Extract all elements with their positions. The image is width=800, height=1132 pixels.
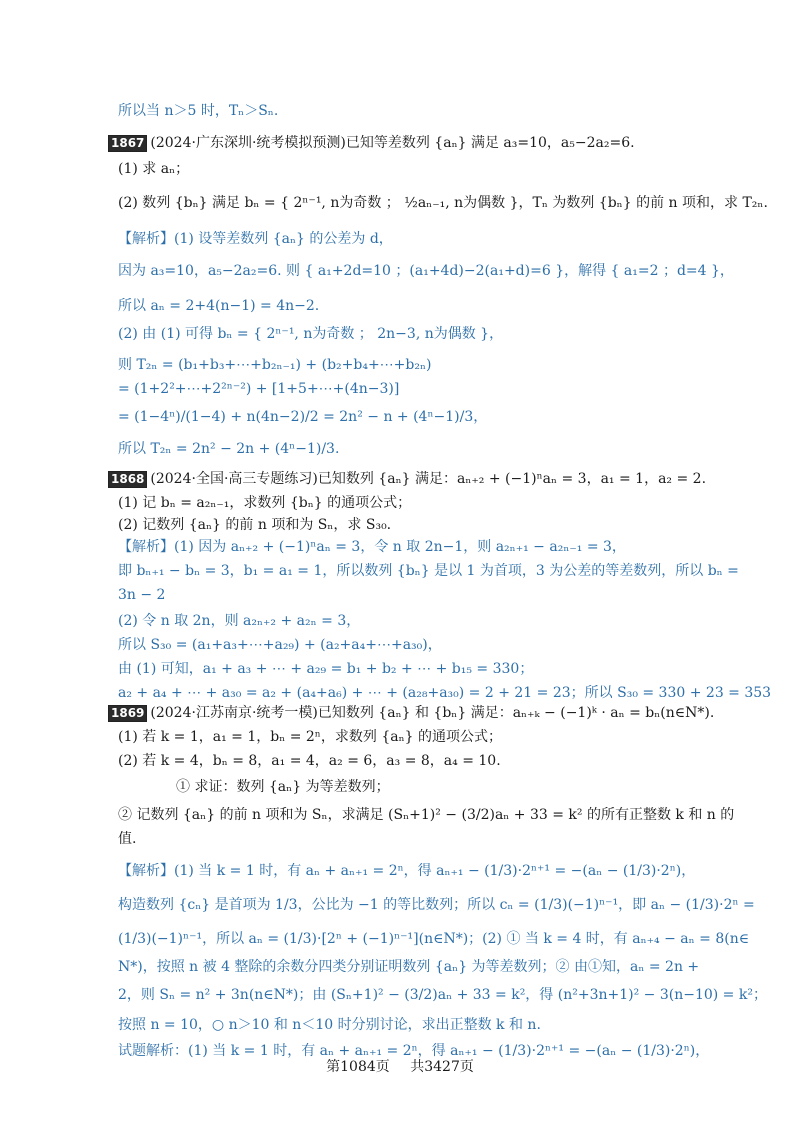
- problem-statement: [108, 470, 706, 488]
- text-line: [118, 636, 442, 654]
- problem-number-badge: 1868: [108, 471, 147, 488]
- text-line: [118, 958, 699, 976]
- line-text: (1) 记 bₙ = a₂ₙ₋₁，求数列 {bₙ} 的通项公式；: [118, 495, 412, 511]
- line-text: 2，则 Sₙ = n² + 3n(n∈N*)；由 (Sₙ+1)² − (3/2)aₙ + 33 = k²，得 (n²+3n+1)² − 3(n−10) = k²；: [118, 987, 767, 1003]
- text-line: [118, 538, 626, 556]
- text-line: [118, 562, 739, 580]
- text-line: [118, 896, 755, 914]
- problem-statement: [108, 134, 635, 152]
- text-line: [118, 297, 319, 315]
- line-text: a₂ + a₄ + ⋯ + a₃₀ = a₂ + (a₄+a₆) + ⋯ + (a₂₈+a₃₀) = 2 + 21 = 23；所以 S₃₀ = 330 + 23 = 353: [118, 685, 772, 701]
- text-line: [118, 752, 501, 770]
- line-text: (2) 若 k = 4，bₙ = 8，a₁ = 4，a₂ = 6，a₃ = 8，a₄ = 10.: [118, 753, 501, 769]
- line-text: = (1+2²+⋯+2²ⁿ⁻²) + [1+5+⋯+(4n−3)]: [118, 381, 400, 397]
- text-line: [118, 684, 771, 702]
- line-text: (2024·江苏南京·统考一模)已知数列 {aₙ} 和 {bₙ} 满足：aₙ₊ₖ − (−1)ᵏ · aₙ = bₙ(n∈N*).: [150, 705, 715, 721]
- line-text: 【解析】(1) 设等差数列 {aₙ} 的公差为 d，: [118, 231, 393, 247]
- text-line: [118, 325, 503, 343]
- text-line: [118, 102, 278, 120]
- text-line: [118, 862, 695, 880]
- line-text: (2024·全国·高三专题练习)已知数列 {aₙ} 满足：aₙ₊₂ + (−1)ⁿaₙ = 3，a₁ = 1，a₂ = 2.: [150, 471, 707, 487]
- page-footer: [0, 1056, 800, 1076]
- text-line: [118, 806, 734, 824]
- text-line: [118, 494, 411, 512]
- line-text: 【解析】(1) 当 k = 1 时，有 aₙ + aₙ₊₁ = 2ⁿ，得 aₙ₊₁ − (1/3)·2ⁿ⁺¹ = −(aₙ − (1/3)·2ⁿ)，: [118, 863, 696, 879]
- line-text: 所以 T₂ₙ = 2n² − 2n + (4ⁿ−1)/3.: [118, 441, 340, 457]
- line-text: 由 (1) 可知，a₁ + a₃ + ⋯ + a₂₉ = b₁ + b₂ + ⋯ + b₁₅ = 330；: [118, 661, 534, 677]
- line-text: 3n − 2: [118, 587, 166, 603]
- line-text: 【解析】(1) 因为 aₙ₊₂ + (−1)ⁿaₙ = 3，令 n 取 2n−1，则 a₂ₙ₊₁ − a₂ₙ₋₁ = 3，: [118, 539, 626, 555]
- line-text: 所以 aₙ = 2+4(n−1) = 4n−2.: [118, 298, 320, 314]
- line-text: (1) 若 k = 1，a₁ = 1，bₙ = 2ⁿ，求数列 {aₙ} 的通项公式；: [118, 729, 502, 745]
- line-text: ① 求证：数列 {aₙ} 为等差数列；: [176, 779, 390, 795]
- line-text: 因为 a₃=10，a₅−2a₂=6. 则 { a₁+2d=10 ；(a₁+4d)−2(a₁+d)=6 }，解得 { a₁=2 ；d=4 }，: [118, 263, 734, 279]
- text-line: [118, 356, 432, 374]
- line-text: (2) 数列 {bₙ} 满足 bₙ = { 2ⁿ⁻¹, n为奇数 ； ½aₙ₋₁, n为偶数 }，Tₙ 为数列 {bₙ} 的前 n 项和，求 T₂ₙ.: [118, 195, 768, 211]
- text-line: [118, 612, 360, 630]
- text-line: [118, 830, 136, 848]
- line-text: ② 记数列 {aₙ} 的前 n 项和为 Sₙ，求满足 (Sₙ+1)² − (3/2)aₙ + 33 = k² 的所有正整数 k 和 n 的: [118, 807, 735, 823]
- line-text: (2) 由 (1) 可得 bₙ = { 2ⁿ⁻¹, n为奇数 ； 2n−3, n为偶数 }，: [118, 326, 504, 342]
- text-line: [118, 516, 391, 534]
- text-line: [118, 728, 502, 746]
- line-text: N*)，按照 n 被 4 整除的余数分四类分别证明数列 {aₙ} 为等差数列；② 由①知，aₙ = 2n +: [118, 959, 700, 975]
- text-line: [118, 440, 339, 458]
- problem-number-badge: 1869: [108, 705, 147, 722]
- line-text: = (1−4ⁿ)/(1−4) + n(4n−2)/2 = 2n² − n + (4ⁿ−1)/3，: [118, 409, 488, 425]
- line-text: 则 T₂ₙ = (b₁+b₃+⋯+b₂ₙ₋₁) + (b₂+b₄+⋯+b₂ₙ): [118, 357, 432, 373]
- line-text: (1) 求 aₙ；: [118, 161, 190, 177]
- text-line: [118, 586, 165, 604]
- text-line: [118, 230, 393, 248]
- page-number: 第1084页: [326, 1059, 390, 1075]
- text-line: [118, 194, 768, 212]
- problem-number-badge: 1867: [108, 135, 147, 152]
- line-text: 构造数列 {cₙ} 是首项为 1/3，公比为 −1 的等比数列；所以 cₙ = (1/3)(−1)ⁿ⁻¹，即 aₙ − (1/3)·2ⁿ =: [118, 897, 755, 913]
- line-text: 按照 n = 10，○ n＞10 和 n＜10 时分别讨论，求出正整数 k 和 n.: [118, 1017, 541, 1033]
- line-text: (1/3)(−1)ⁿ⁻¹，所以 aₙ = (1/3)·[2ⁿ + (−1)ⁿ⁻¹](n∈N*)；(2) ① 当 k = 4 时，有 aₙ₊₄ − aₙ = 8(n∈: [118, 931, 750, 947]
- text-line: [118, 1016, 541, 1034]
- line-text: (2) 令 n 取 2n，则 a₂ₙ₊₂ + a₂ₙ = 3，: [118, 613, 361, 629]
- line-text: 即 bₙ₊₁ − bₙ = 3，b₁ = a₁ = 1，所以数列 {bₙ} 是以 1 为首项，3 为公差的等差数列，所以 bₙ =: [118, 563, 739, 579]
- text-line: [176, 778, 390, 796]
- line-text: 试题解析：(1) 当 k = 1 时，有 aₙ + aₙ₊₁ = 2ⁿ，得 aₙ₊₁ − (1/3)·2ⁿ⁺¹ = −(aₙ − (1/3)·2ⁿ)，: [118, 1043, 710, 1059]
- page-total: 共3427页: [410, 1059, 474, 1075]
- text-line: [118, 160, 189, 178]
- line-text: 所以 S₃₀ = (a₁+a₃+⋯+a₂₉) + (a₂+a₄+⋯+a₃₀)，: [118, 637, 442, 653]
- text-line: [118, 380, 399, 398]
- text-line: [118, 262, 734, 280]
- text-line: [118, 660, 533, 678]
- text-line: [118, 930, 749, 948]
- line-text: 值.: [118, 831, 137, 847]
- line-text: (2024·广东深圳·统考模拟预测)已知等差数列 {aₙ} 满足 a₃=10，a₅−2a₂=6.: [150, 135, 635, 151]
- text-line: [118, 986, 767, 1004]
- line-text: 所以当 n＞5 时，Tₙ＞Sₙ.: [118, 103, 279, 119]
- line-text: (2) 记数列 {aₙ} 的前 n 项和为 Sₙ，求 S₃₀.: [118, 517, 392, 533]
- problem-statement: [108, 704, 714, 722]
- text-line: [118, 408, 487, 426]
